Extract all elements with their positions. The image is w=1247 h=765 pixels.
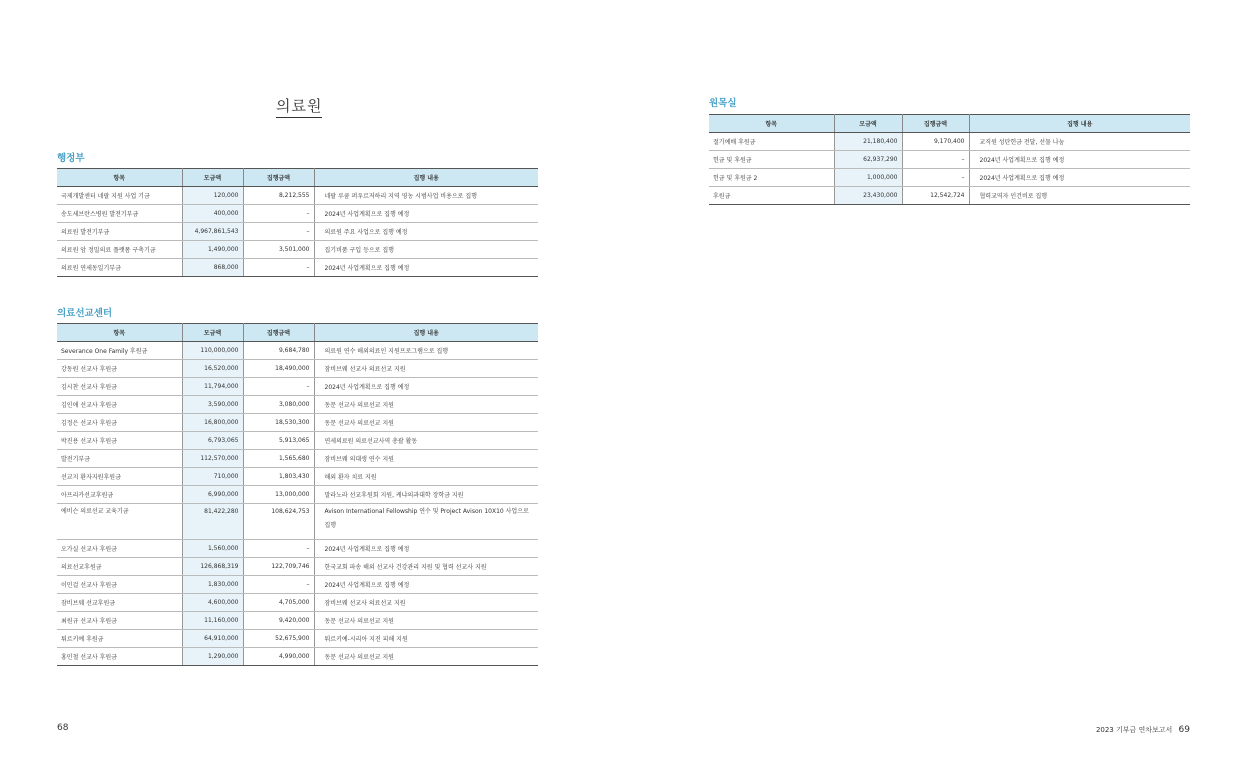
section-title-admin: 행정부 xyxy=(57,153,85,164)
spent-cell: – xyxy=(243,223,314,241)
raised-cell: 710,000 xyxy=(182,468,243,486)
content-cell: 2024년 사업계획으로 집행 예정 xyxy=(314,205,538,223)
raised-cell: 3,590,000 xyxy=(182,396,243,414)
content-cell: 해외 환자 치료 지원 xyxy=(314,468,538,486)
raised-cell: 23,430,000 xyxy=(834,187,902,205)
item-cell: 절기예배 후원금 xyxy=(709,133,834,151)
spent-cell: 12,542,724 xyxy=(902,187,969,205)
spent-cell: 8,212,555 xyxy=(243,187,314,205)
chaplain-table xyxy=(709,114,1190,205)
header-item: 항목 xyxy=(57,324,182,342)
header-item: 항목 xyxy=(709,115,834,133)
raised-cell: 16,800,000 xyxy=(182,414,243,432)
item-cell: 국제개발센터 네팔 지원 사업 기금 xyxy=(57,187,182,205)
spent-cell: – xyxy=(243,259,314,277)
table-row xyxy=(57,504,538,540)
table-row xyxy=(57,414,538,432)
spent-cell: 1,565,680 xyxy=(243,450,314,468)
table-row xyxy=(57,558,538,576)
table-row xyxy=(57,630,538,648)
content-cell: 튀르키예-시리아 지진 피해 지원 xyxy=(314,630,538,648)
item-cell: Severance One Family 후원금 xyxy=(57,342,182,360)
header-item: 항목 xyxy=(57,169,182,187)
item-cell: 송도세브란스병원 발전기부금 xyxy=(57,205,182,223)
item-cell: 의료원 발전기부금 xyxy=(57,223,182,241)
raised-cell: 1,560,000 xyxy=(182,540,243,558)
table-row xyxy=(57,396,538,414)
mission-table xyxy=(57,323,538,666)
spent-cell: 4,705,000 xyxy=(243,594,314,612)
content-cell: 동문 선교사 의료선교 지원 xyxy=(314,414,538,432)
content-cell: 의료원 연수 해외의료인 지원프로그램으로 집행 xyxy=(314,342,538,360)
spent-cell: 3,501,000 xyxy=(243,241,314,259)
spent-cell: 4,990,000 xyxy=(243,648,314,666)
raised-cell: 4,967,861,543 xyxy=(182,223,243,241)
raised-cell: 6,793,065 xyxy=(182,432,243,450)
header-row xyxy=(709,115,1190,133)
header-row xyxy=(57,324,538,342)
spent-cell: – xyxy=(902,151,969,169)
raised-cell: 868,000 xyxy=(182,259,243,277)
item-cell: 이민걸 선교사 후원금 xyxy=(57,576,182,594)
item-cell: 아프리카선교후원금 xyxy=(57,486,182,504)
table-row xyxy=(57,342,538,360)
header-content: 집행 내용 xyxy=(314,324,538,342)
raised-cell: 120,000 xyxy=(182,187,243,205)
raised-cell: 11,160,000 xyxy=(182,612,243,630)
header-spent: 집행금액 xyxy=(243,169,314,187)
table-row xyxy=(57,468,538,486)
table-row xyxy=(709,133,1190,151)
content-cell: 동문 선교사 의료선교 지원 xyxy=(314,396,538,414)
raised-cell: 4,600,000 xyxy=(182,594,243,612)
table-row xyxy=(57,378,538,396)
table-row xyxy=(57,241,538,259)
page-number-right: 69 xyxy=(1178,725,1190,735)
content-cell: 2024년 사업계획으로 집행 예정 xyxy=(969,151,1190,169)
spent-cell: 13,000,000 xyxy=(243,486,314,504)
table-row xyxy=(57,223,538,241)
content-cell: 말라노라 선교후원회 지원, 케냐의과대학 장학금 지원 xyxy=(314,486,538,504)
content-cell: 잠비브웨 선교사 의료선교 지원 xyxy=(314,594,538,612)
spent-cell: 52,675,900 xyxy=(243,630,314,648)
table-row xyxy=(57,576,538,594)
raised-cell: 126,868,319 xyxy=(182,558,243,576)
spent-cell: 122,709,746 xyxy=(243,558,314,576)
item-cell: 헌금 및 후원금 2 xyxy=(709,169,834,187)
item-cell: 홍민철 선교사 후원금 xyxy=(57,648,182,666)
raised-cell: 64,910,000 xyxy=(182,630,243,648)
raised-cell: 1,830,000 xyxy=(182,576,243,594)
item-cell: 강동원 선교사 후원금 xyxy=(57,360,182,378)
header-spent: 집행금액 xyxy=(902,115,969,133)
item-cell: 김정은 선교사 후원금 xyxy=(57,414,182,432)
section-title-mission: 의료선교센터 xyxy=(57,308,113,319)
header-spent: 집행금액 xyxy=(243,324,314,342)
item-cell: 오가실 선교사 후원금 xyxy=(57,540,182,558)
spent-cell: 108,624,753 xyxy=(243,504,314,540)
spent-cell: – xyxy=(243,205,314,223)
raised-cell: 6,990,000 xyxy=(182,486,243,504)
footer-right xyxy=(1096,725,1190,735)
header-content: 집행 내용 xyxy=(314,169,538,187)
raised-cell: 21,180,400 xyxy=(834,133,902,151)
item-cell: 발전기부금 xyxy=(57,450,182,468)
spent-cell: – xyxy=(243,576,314,594)
content-cell: 협력교역자 인건비로 집행 xyxy=(969,187,1190,205)
spent-cell: 18,490,000 xyxy=(243,360,314,378)
spent-cell: 5,913,065 xyxy=(243,432,314,450)
table-row xyxy=(57,648,538,666)
content-cell: 연세의료원 의료선교사역 총괄 활동 xyxy=(314,432,538,450)
content-cell: 2024년 사업계획으로 집행 예정 xyxy=(314,540,538,558)
raised-cell: 62,937,290 xyxy=(834,151,902,169)
raised-cell: 1,490,000 xyxy=(182,241,243,259)
page-number-left: 68 xyxy=(57,723,69,733)
spent-cell: 1,803,430 xyxy=(243,468,314,486)
table-row xyxy=(709,151,1190,169)
raised-cell: 16,520,000 xyxy=(182,360,243,378)
spent-cell: 3,080,000 xyxy=(243,396,314,414)
item-cell: 후원금 xyxy=(709,187,834,205)
content-cell: 동문 선교사 의료선교 지원 xyxy=(314,648,538,666)
item-cell: 의료선교후원금 xyxy=(57,558,182,576)
content-cell: 네팔 루쿰 퍼우르저하리 지역 영농 시범사업 비용으로 집행 xyxy=(314,187,538,205)
content-cell: Avison International Fellowship 연수 및 Project Avison 10X10 사업으로 집행 xyxy=(314,504,538,540)
content-cell: 2024년 사업계획으로 집행 예정 xyxy=(314,576,538,594)
table-row xyxy=(57,594,538,612)
table-row xyxy=(709,187,1190,205)
item-cell: 선교지 환자지원후원금 xyxy=(57,468,182,486)
table-row xyxy=(57,540,538,558)
spent-cell: 9,684,780 xyxy=(243,342,314,360)
raised-cell: 400,000 xyxy=(182,205,243,223)
table-row xyxy=(57,486,538,504)
content-cell: 2024년 사업계획으로 집행 예정 xyxy=(314,378,538,396)
spent-cell: 9,170,400 xyxy=(902,133,969,151)
header-raised: 모금액 xyxy=(182,169,243,187)
raised-cell: 110,000,000 xyxy=(182,342,243,360)
item-cell: 튀르키예 후원금 xyxy=(57,630,182,648)
header-raised: 모금액 xyxy=(834,115,902,133)
item-cell: 의료원 연세동일기부금 xyxy=(57,259,182,277)
spent-cell: – xyxy=(243,378,314,396)
item-cell: 잠비브웨 선교후원금 xyxy=(57,594,182,612)
item-cell: 의료원 암 정밀의료 플랫폼 구축기금 xyxy=(57,241,182,259)
header-row xyxy=(57,169,538,187)
table-row xyxy=(57,259,538,277)
table-row xyxy=(57,450,538,468)
table-row xyxy=(57,612,538,630)
table-row xyxy=(57,432,538,450)
spent-cell: 18,530,300 xyxy=(243,414,314,432)
item-cell: 김인애 선교사 후원금 xyxy=(57,396,182,414)
admin-table xyxy=(57,168,538,277)
item-cell: 김시찬 선교사 후원금 xyxy=(57,378,182,396)
raised-cell: 81,422,280 xyxy=(182,504,243,540)
raised-cell: 1,290,000 xyxy=(182,648,243,666)
content-cell: 잠비브웨 선교사 의료선교 지원 xyxy=(314,360,538,378)
content-cell: 한국교회 파송 해외 선교사 건강관리 지원 및 협력 선교사 지원 xyxy=(314,558,538,576)
content-cell: 2024년 사업계획으로 집행 예정 xyxy=(969,169,1190,187)
raised-cell: 11,794,000 xyxy=(182,378,243,396)
page-title: 의료원 xyxy=(276,95,322,118)
spent-cell: – xyxy=(243,540,314,558)
content-cell: 동문 선교사 의료선교 지원 xyxy=(314,612,538,630)
spent-cell: 9,420,000 xyxy=(243,612,314,630)
item-cell: 최원규 선교사 후원금 xyxy=(57,612,182,630)
item-cell: 헌금 및 후원금 xyxy=(709,151,834,169)
item-cell: 에비슨 의료선교 교육기금 xyxy=(57,504,182,540)
section-title-chaplain: 원목실 xyxy=(709,98,737,109)
table-row xyxy=(57,187,538,205)
item-cell: 박진용 선교사 후원금 xyxy=(57,432,182,450)
content-cell: 집기비품 구입 등으로 집행 xyxy=(314,241,538,259)
raised-cell: 112,570,000 xyxy=(182,450,243,468)
table-row xyxy=(57,360,538,378)
table-row xyxy=(57,205,538,223)
header-raised: 모금액 xyxy=(182,324,243,342)
content-cell: 잠비브웨 의대생 연수 지원 xyxy=(314,450,538,468)
report-title: 2023 기부금 연차보고서 xyxy=(1095,726,1173,734)
content-cell: 교직원 성탄헌금 전달, 선물 나눔 xyxy=(969,133,1190,151)
table-row xyxy=(709,169,1190,187)
spent-cell: – xyxy=(902,169,969,187)
content-cell: 의료원 주요 사업으로 집행 예정 xyxy=(314,223,538,241)
raised-cell: 1,000,000 xyxy=(834,169,902,187)
header-content: 집행 내용 xyxy=(969,115,1190,133)
content-cell: 2024년 사업계획으로 집행 예정 xyxy=(314,259,538,277)
